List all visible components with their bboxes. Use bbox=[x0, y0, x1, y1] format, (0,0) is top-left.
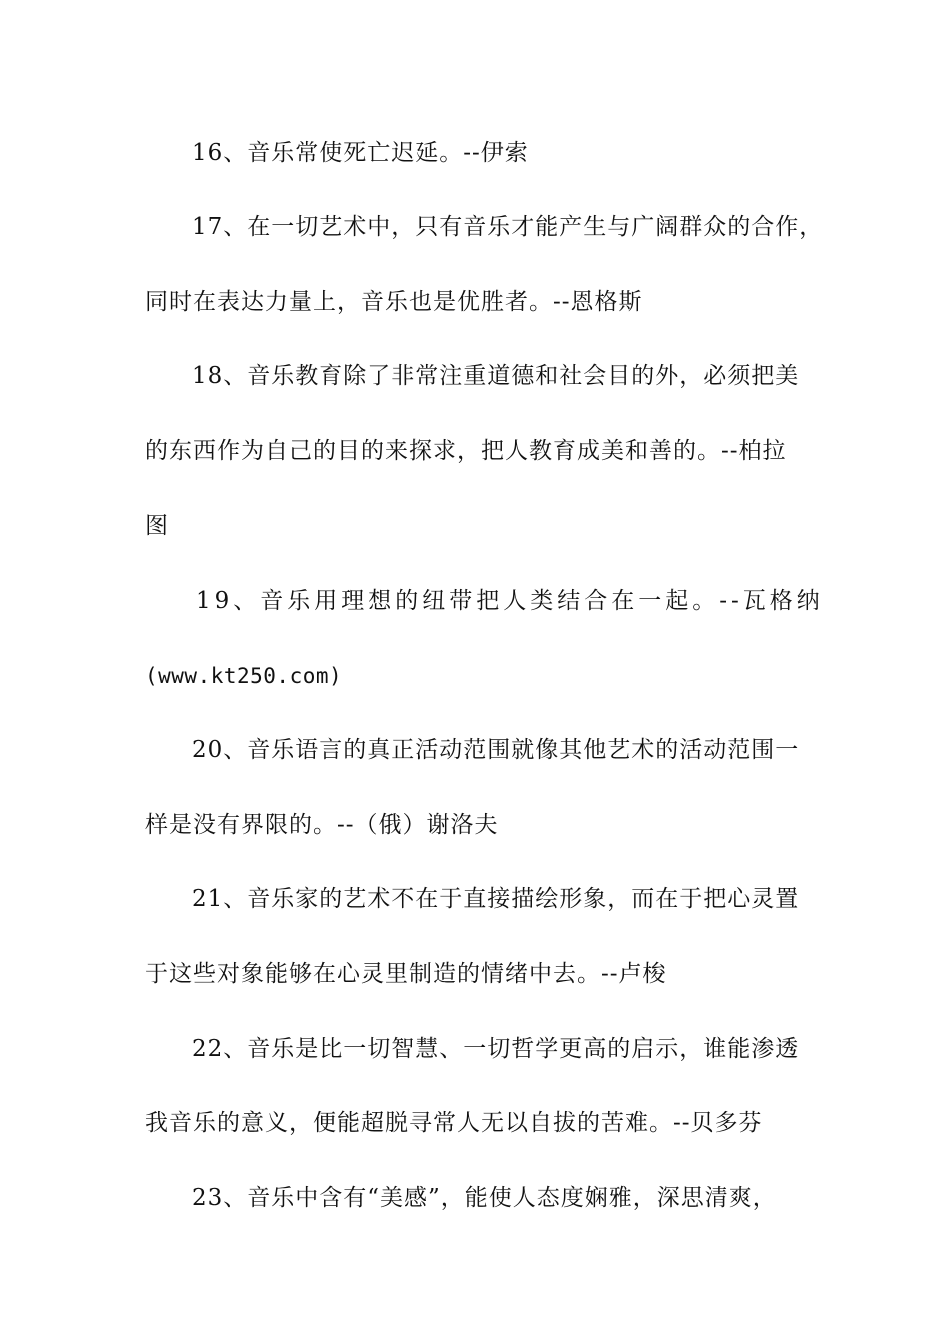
quote-16-line-1: 16、音乐常使死亡迟延。--伊索 bbox=[192, 140, 529, 166]
quote-17-line-1: 17、在一切艺术中，只有音乐才能产生与广阔群众的合作， bbox=[192, 214, 824, 240]
quote-17-line-2: 同时在表达力量上，音乐也是优胜者。--恩格斯 bbox=[145, 289, 643, 315]
quote-18-line-3: 图 bbox=[145, 513, 169, 539]
quote-20-line-2: 样是没有界限的。--（俄）谢洛夫 bbox=[145, 812, 499, 838]
quote-20-line-1: 20、音乐语言的真正活动范围就像其他艺术的活动范围一 bbox=[192, 737, 800, 763]
quote-19-line-1: 19、音乐用理想的纽带把人类结合在一起。--瓦格纳 bbox=[196, 588, 824, 614]
quote-21-line-1: 21、音乐家的艺术不在于直接描绘形象，而在于把心灵置 bbox=[192, 886, 800, 912]
quote-23-line-1: 23、音乐中含有“美感”，能使人态度娴雅，深思清爽， bbox=[192, 1185, 777, 1211]
quote-18-line-2: 的东西作为自己的目的来探求，把人教育成美和善的。--柏拉 bbox=[145, 438, 787, 464]
quote-21-line-2: 于这些对象能够在心灵里制造的情绪中去。--卢梭 bbox=[145, 961, 667, 987]
quote-18-line-1: 18、音乐教育除了非常注重道德和社会目的外，必须把美 bbox=[192, 363, 800, 389]
quote-22-line-2: 我音乐的意义，便能超脱寻常人无以自拔的苦难。--贝多芬 bbox=[145, 1110, 763, 1136]
quote-19-line-2: (www.kt250.com) bbox=[145, 664, 343, 688]
quote-22-line-1: 22、音乐是比一切智慧、一切哲学更高的启示，谁能渗透 bbox=[192, 1036, 800, 1062]
